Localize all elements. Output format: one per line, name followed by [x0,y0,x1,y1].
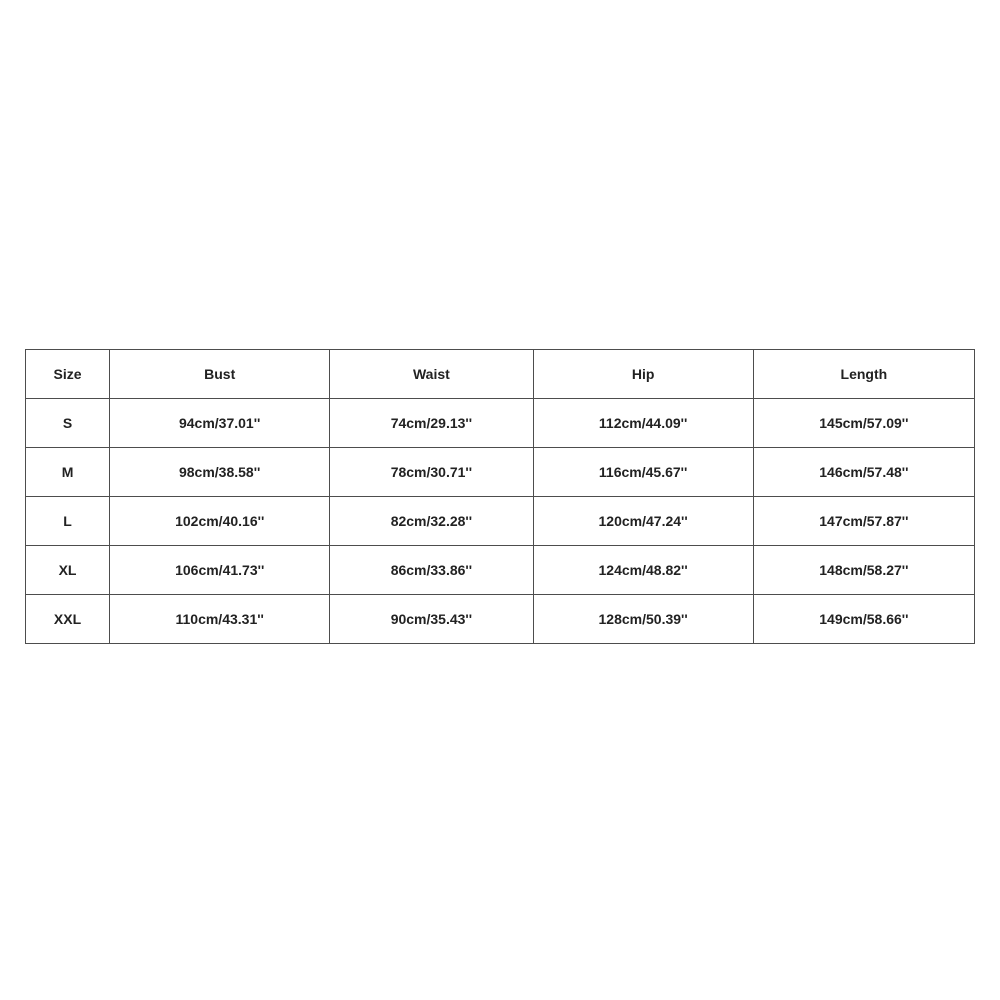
header-hip: Hip [533,350,753,399]
bust-cell: 94cm/37.01'' [110,399,330,448]
hip-cell: 112cm/44.09'' [533,399,753,448]
size-cell: XXL [26,595,110,644]
size-cell: S [26,399,110,448]
bust-cell: 110cm/43.31'' [110,595,330,644]
size-cell: L [26,497,110,546]
waist-cell: 86cm/33.86'' [330,546,533,595]
waist-cell: 90cm/35.43'' [330,595,533,644]
header-bust: Bust [110,350,330,399]
size-cell: XL [26,546,110,595]
hip-cell: 120cm/47.24'' [533,497,753,546]
table-row [26,497,975,546]
bust-cell: 106cm/41.73'' [110,546,330,595]
bust-cell: 98cm/38.58'' [110,448,330,497]
hip-cell: 116cm/45.67'' [533,448,753,497]
length-cell: 147cm/57.87'' [753,497,974,546]
table-row [26,448,975,497]
waist-cell: 74cm/29.13'' [330,399,533,448]
table-row [26,595,975,644]
length-cell: 149cm/58.66'' [753,595,974,644]
table-row [26,546,975,595]
bust-cell: 102cm/40.16'' [110,497,330,546]
waist-cell: 78cm/30.71'' [330,448,533,497]
hip-cell: 128cm/50.39'' [533,595,753,644]
hip-cell: 124cm/48.82'' [533,546,753,595]
header-size: Size [26,350,110,399]
table-row [26,399,975,448]
header-length: Length [753,350,974,399]
length-cell: 145cm/57.09'' [753,399,974,448]
length-cell: 148cm/58.27'' [753,546,974,595]
size-chart-table [25,349,975,644]
size-cell: M [26,448,110,497]
length-cell: 146cm/57.48'' [753,448,974,497]
waist-cell: 82cm/32.28'' [330,497,533,546]
header-row [26,350,975,399]
header-waist: Waist [330,350,533,399]
